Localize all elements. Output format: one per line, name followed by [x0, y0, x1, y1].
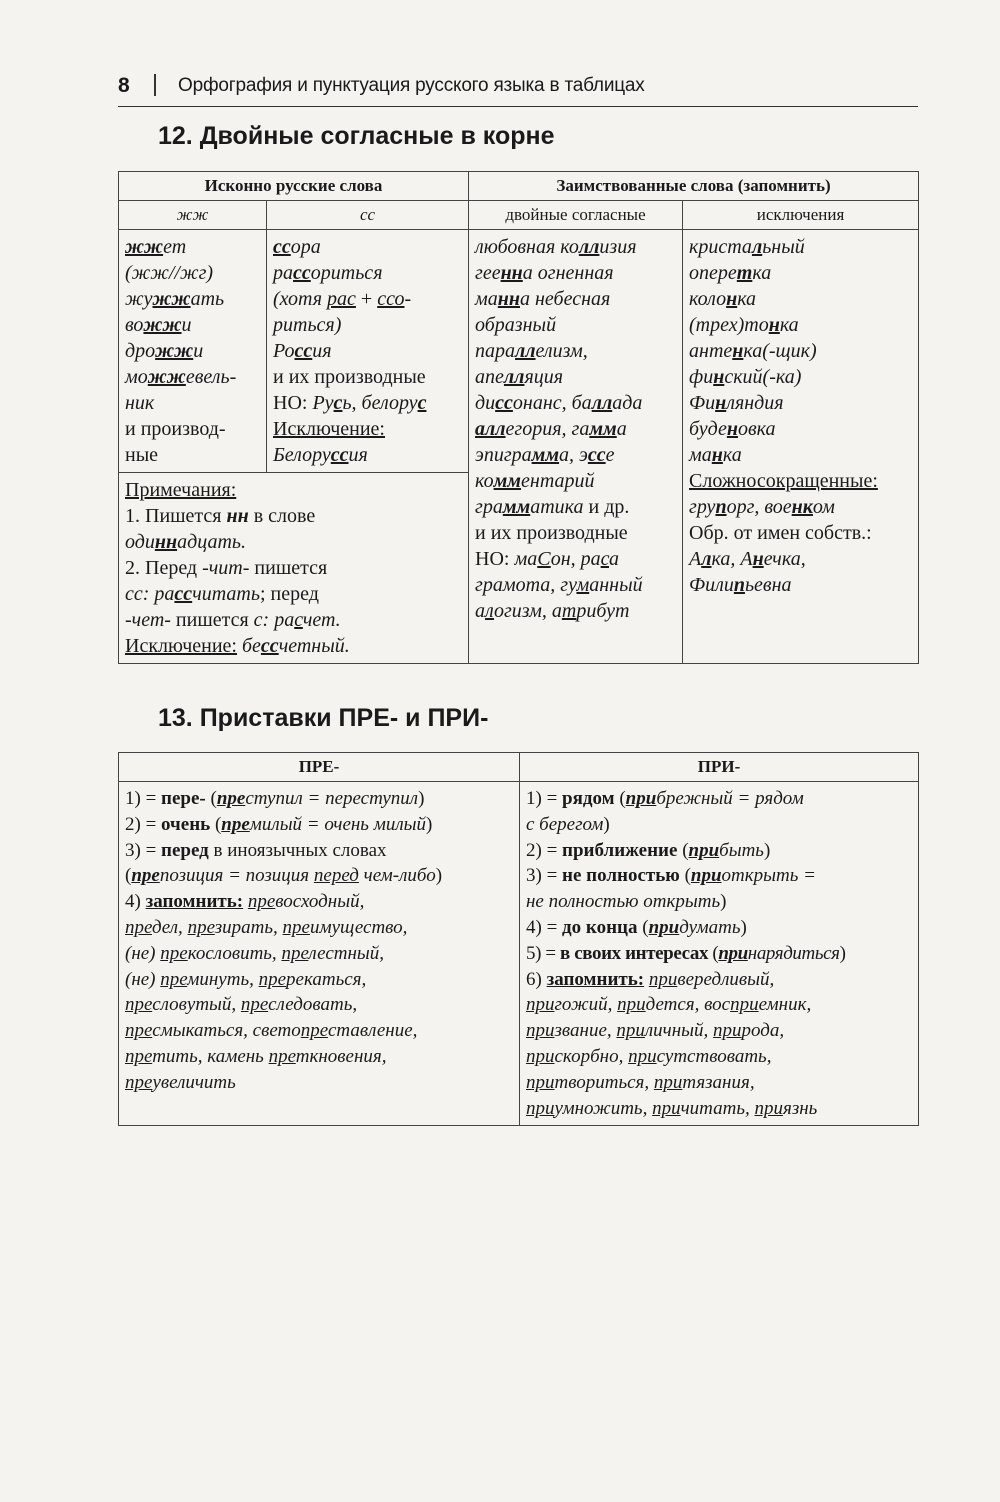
note-line: одиннадцать.: [125, 531, 246, 553]
word-line: Обр. от имен собств.:: [689, 522, 872, 544]
word-line: Филипьевна: [689, 574, 792, 596]
note-line: -чет- пишется с: расчет.: [125, 609, 341, 631]
header-pre: ПРЕ-: [119, 753, 520, 782]
word-line: (хотя рас + ссо-: [273, 288, 412, 310]
rule-line: (не) прекословить, прелестный,: [125, 942, 385, 964]
word-line: и их производные: [475, 522, 628, 544]
word-line: ные: [125, 444, 159, 466]
rule-line: призвание, приличный, природа,: [526, 1020, 785, 1042]
word-line: групорг, военком: [689, 496, 835, 518]
word-line: дрожжи: [125, 340, 204, 362]
word-line: (трех)тонка: [689, 314, 799, 336]
rule-line: (препозиция = позиция перед чем-либо): [125, 865, 443, 887]
word-line: Финляндия: [689, 392, 784, 414]
rule-line: притвориться, притязания,: [526, 1071, 755, 1093]
double-consonant-words: [469, 230, 682, 628]
page-header: [118, 70, 918, 107]
section-13-title: 13. Приставки ПРЕ- и ПРИ-: [158, 704, 489, 732]
header-borrowed-words: Заимствованные слова (запомнить): [469, 172, 919, 201]
rule-line: приумножить, причитать, приязнь: [526, 1097, 818, 1119]
header-native-words: Исконно русские слова: [119, 172, 469, 201]
subheader-zhzh: жж: [119, 201, 267, 230]
subheader-double-consonants: двойные согласные: [469, 201, 683, 230]
rule-line: 4) запомнить: превосходный,: [125, 891, 365, 913]
word-line: апелляция: [475, 366, 564, 388]
rule-line: предел, презирать, преимущество,: [125, 916, 408, 938]
word-line: Белоруссия: [273, 444, 368, 466]
rule-line: 1) = пере- (преступил = переступил): [125, 788, 425, 809]
subheader-ss: сс: [267, 201, 469, 230]
word-line: буденовка: [689, 418, 776, 440]
page-number: 8: [118, 74, 130, 97]
word-line: геенна огненная: [475, 262, 614, 284]
rule-line: прискорбно, присутствовать,: [526, 1045, 772, 1067]
rule-line: 6) запомнить: привередливый,: [526, 968, 775, 990]
word-line: можжевель-: [125, 366, 237, 388]
word-line: аллегория, гамма: [475, 418, 627, 440]
word-line: образный: [475, 314, 557, 336]
subheader-exceptions: исключения: [683, 201, 919, 230]
rule-line: пригожий, придется, восприемник,: [526, 994, 812, 1016]
word-line: колонка: [689, 288, 757, 310]
word-line: Исключение:: [273, 418, 385, 440]
word-line: алогизм, атрибут: [475, 600, 630, 622]
word-line: Алка, Анечка,: [689, 548, 806, 570]
rule-line: 3) = перед в иноязычных словах: [125, 839, 387, 861]
rule-line: 3) = не полностью (приоткрыть =: [526, 865, 816, 887]
rule-line: не полностью открыть): [526, 891, 727, 913]
note-line: 1. Пишется нн в слове: [125, 505, 316, 527]
word-line: оперетка: [689, 262, 772, 284]
word-line: и производ-: [125, 418, 226, 440]
rule-line: преувеличить: [125, 1071, 236, 1093]
rule-line: с берегом): [526, 813, 610, 835]
rule-line: 2) = приближение (прибыть): [526, 839, 771, 861]
exception-words: [683, 230, 918, 602]
section-12-title: 12. Двойные согласные в корне: [158, 122, 555, 150]
word-line: грамматика и др.: [475, 496, 630, 518]
book-title: Орфография и пунктуация русского языка в таблицах: [178, 75, 645, 96]
double-consonants-table: [118, 171, 919, 664]
rule-line: 4) = до конца (придумать): [526, 916, 747, 938]
ss-words: [267, 230, 468, 472]
word-line: ссора: [273, 236, 321, 258]
notes: [119, 473, 468, 663]
rule-line: пресловутый, преследовать,: [125, 994, 358, 1016]
note-line: Примечания:: [125, 479, 237, 501]
note-line: 2. Перед -чит- пишется: [125, 557, 328, 579]
word-line: эпиграмма, эссе: [475, 444, 615, 466]
rule-line: (не) преминуть, пререкаться,: [125, 968, 367, 990]
word-line: грамота, гуманный: [475, 574, 643, 596]
rule-line: 1) = рядом (прибрежный = рядом: [526, 788, 804, 809]
word-line: и их производные: [273, 366, 426, 388]
word-line: финский(-ка): [689, 366, 802, 388]
word-line: жужжать: [125, 288, 225, 310]
pri-rules: [520, 782, 918, 1125]
word-line: жжет: [125, 236, 187, 258]
word-line: риться): [273, 314, 342, 336]
zhzh-words: [119, 230, 266, 472]
word-line: диссонанс, баллада: [475, 392, 643, 414]
word-line: НО: маСон, раса: [475, 548, 619, 570]
word-line: вожжи: [125, 314, 192, 336]
rule-line: 2) = очень (премилый = очень милый): [125, 813, 433, 835]
word-line: Россия: [273, 340, 332, 362]
word-line: ник: [125, 392, 155, 414]
note-line: Исключение: бессчетный.: [125, 635, 350, 657]
header-divider: [154, 74, 156, 96]
prefixes-table: [118, 752, 919, 1126]
note-line: сс: рассчитать; перед: [125, 583, 319, 605]
word-line: НО: Русь, белорус: [273, 392, 427, 414]
rule-line: претить, камень преткновения,: [125, 1045, 387, 1067]
word-line: антенка(-щик): [689, 340, 817, 362]
word-line: кристальный: [689, 236, 805, 258]
pre-rules: [119, 782, 519, 1100]
word-line: параллелизм,: [475, 340, 588, 362]
word-line: рассориться: [273, 262, 383, 284]
word-line: комментарий: [475, 470, 595, 492]
rule-line: 5) = в своих интересах (принарядиться): [526, 942, 846, 964]
word-line: любовная коллизия: [475, 236, 637, 258]
word-line: (жж//жг): [125, 262, 214, 284]
rule-line: пресмыкаться, светопреставление,: [125, 1020, 418, 1042]
word-line: манна небесная: [475, 288, 611, 310]
header-pri: ПРИ-: [520, 753, 919, 782]
word-line: Сложносокращенные:: [689, 470, 878, 492]
word-line: манка: [689, 444, 742, 466]
